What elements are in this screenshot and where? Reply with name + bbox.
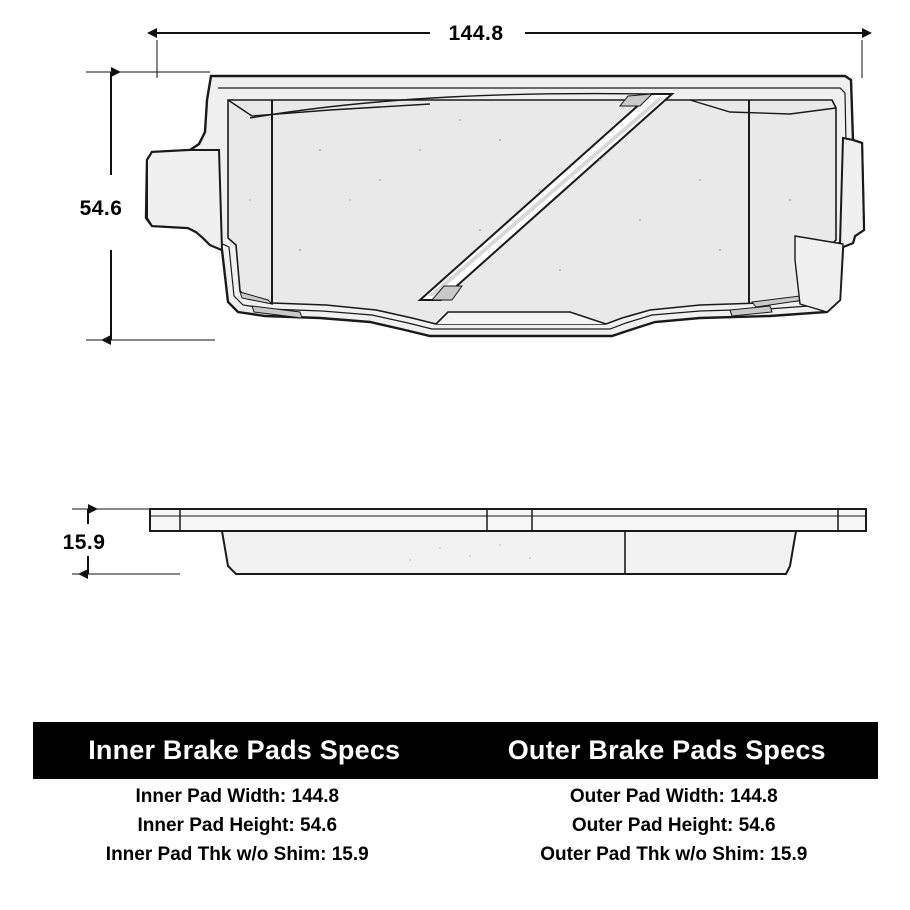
dimension-thickness-label: 15.9 [62, 531, 106, 554]
outer-specs-header: Outer Brake Pads Specs [507, 735, 826, 765]
pad-face-view [146, 76, 864, 336]
outer-pad-width: Outer Pad Width: 144.8 [569, 786, 778, 807]
spec-row [33, 786, 878, 808]
inner-pad-height: Inner Pad Height: 54.6 [137, 815, 338, 836]
mounting-ear-right-tab [795, 236, 843, 312]
inner-specs-header: Inner Brake Pads Specs [88, 735, 401, 765]
friction-material-block [222, 531, 796, 574]
dimension-width-label: 144.8 [448, 22, 504, 45]
spec-row [33, 815, 878, 837]
inner-pad-width: Inner Pad Width: 144.8 [135, 786, 340, 807]
specs-table [33, 722, 878, 866]
mounting-ear-right [840, 138, 864, 247]
dimension-height-label: 54.6 [79, 197, 123, 220]
specs-header-bar [33, 722, 878, 779]
outer-pad-thickness: Outer Pad Thk w/o Shim: 15.9 [540, 844, 808, 865]
inner-pad-thickness: Inner Pad Thk w/o Shim: 15.9 [105, 844, 369, 865]
pad-side-profile-view [72, 509, 866, 574]
dimension-width [157, 33, 862, 78]
backing-plate-edge [150, 509, 866, 531]
mounting-ear-left [147, 150, 222, 250]
outer-pad-height: Outer Pad Height: 54.6 [571, 815, 776, 836]
spec-row [33, 844, 878, 866]
